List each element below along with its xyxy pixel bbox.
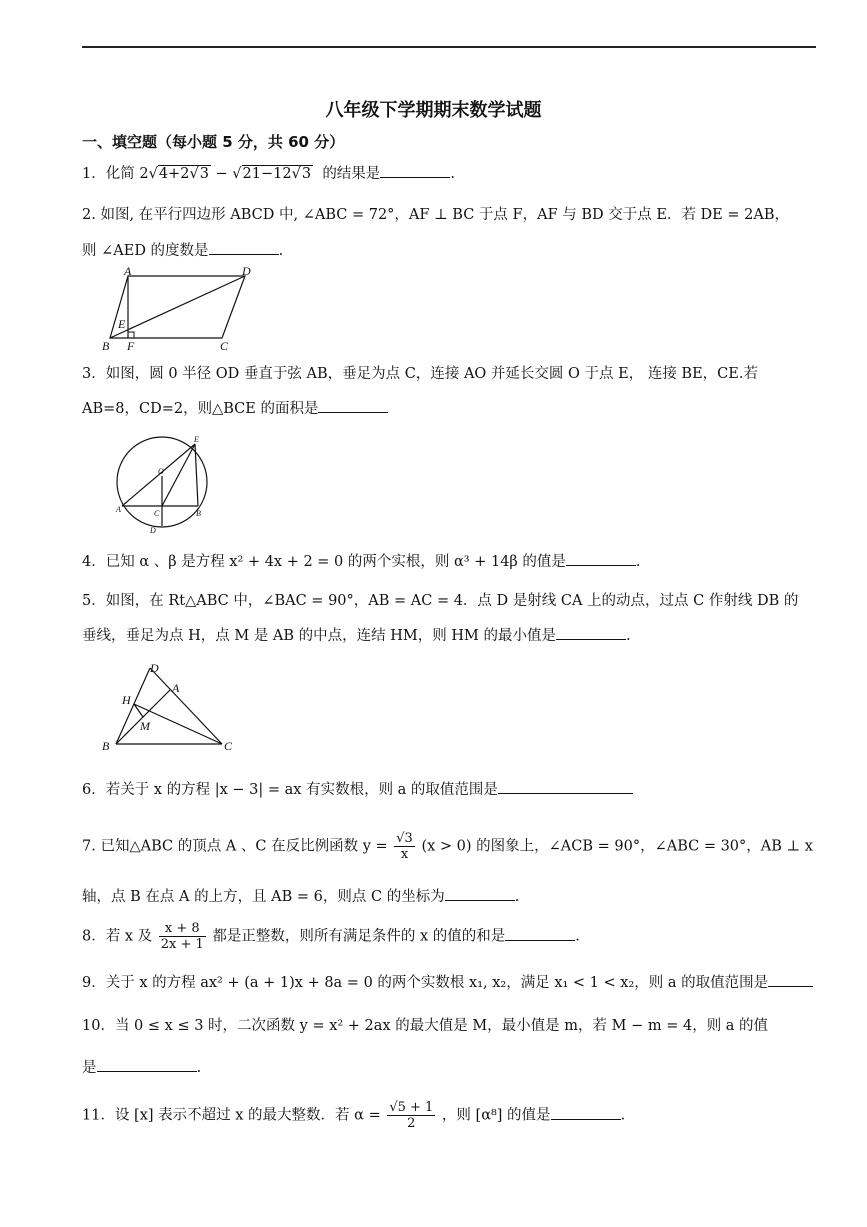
answer-blank[interactable] — [209, 240, 279, 255]
parallelogram-figure — [100, 266, 260, 352]
label-F: F — [127, 339, 135, 353]
question-3-line-2: AB=8，CD=2，则△BCE 的面积是 — [82, 398, 388, 419]
label-O: O — [158, 467, 164, 476]
fraction: $\frac{√5 + 1}{2}$ — [389, 1100, 434, 1131]
q1-expression: 2√4+2√3 − √21−12√3 — [139, 166, 312, 182]
label-E: E — [194, 435, 199, 444]
answer-blank[interactable] — [551, 1105, 621, 1120]
question-4: 4．已知 α 、β 是方程 x² + 4x + 2 = 0 的两个实根，则 α³ + 14β 的值是 . — [82, 551, 641, 572]
fraction: $\frac{x + 8}{2x + 1}$ — [160, 921, 204, 952]
answer-blank[interactable] — [505, 926, 575, 941]
answer-blank[interactable] — [556, 625, 626, 640]
answer-blank[interactable] — [318, 398, 388, 413]
answer-blank[interactable] — [445, 886, 515, 901]
answer-blank[interactable] — [97, 1057, 197, 1072]
question-6: 6．若关于 x 的方程 |x − 3| = ax 有实数根，则 a 的取值范围是 — [82, 779, 633, 800]
question-10-line-1: 10．当 0 ≤ x ≤ 3 时，二次函数 y = x² + 2ax 的最大值是 M，最小值是 m，若 M − m = 4，则 a 的值 — [82, 1018, 769, 1034]
question-8: 8．若 x 及 $\frac{x + 8}{2x + 1}$ 都是正整数，则所有满足条件的 x 的值的和是 . — [82, 921, 580, 952]
label-D: D — [150, 661, 159, 675]
question-3-line-1: 3．如图，圆 0 半径 OD 垂直于弦 AB，垂足为点 C，连接 AO 并延长交圆 O 于点 E， 连接 BE，CE.若 — [82, 366, 758, 382]
question-7-line-2: 轴，点 B 在点 A 的上方，且 AB = 6，则点 C 的坐标为 . — [82, 886, 519, 907]
answer-blank[interactable] — [768, 972, 813, 987]
circle-figure — [110, 436, 220, 536]
label-C: C — [224, 739, 233, 753]
answer-blank[interactable] — [566, 551, 636, 566]
question-11: 11．设 [x] 表示不超过 x 的最大整数．若 α = $\frac{√5 + 1}{2}$ ，则 [α⁸] 的值是 . — [82, 1100, 626, 1131]
label-A: A — [124, 264, 132, 278]
label-A: A — [116, 505, 121, 514]
label-H: H — [122, 693, 131, 707]
question-5-line-1: 5．如图，在 Rt△ABC 中，∠BAC = 90°，AB = AC = 4．点 D 是射线 CA 上的动点，过点 C 作射线 DB 的 — [82, 593, 799, 609]
question-10-line-2: 是 . — [82, 1057, 201, 1078]
label-C: C — [220, 339, 229, 353]
label-E: E — [118, 317, 126, 331]
label-B: B — [102, 339, 110, 353]
question-9: 9．关于 x 的方程 ax² + (a + 1)x + 8a = 0 的两个实数根 x₁, x₂，满足 x₁ < 1 < x₂，则 a 的取值范围是 — [82, 972, 813, 993]
label-D: D — [150, 526, 156, 535]
label-M: M — [140, 719, 150, 733]
question-5-line-2: 垂线，垂足为点 H，点 M 是 AB 的中点，连结 HM，则 HM 的最小值是 . — [82, 625, 631, 646]
label-A: A — [172, 681, 180, 695]
question-1: 1．化简 2√4+2√3 − √21−12√3 的结果是 . — [82, 163, 455, 184]
label-C: C — [154, 509, 160, 518]
label-B: B — [102, 739, 110, 753]
section-heading: 一、填空题（每小题 5 分，共 60 分） — [82, 133, 345, 151]
triangle-figure — [100, 660, 245, 755]
label-D: D — [242, 264, 251, 278]
question-2-line-2: 则 ∠AED 的度数是 . — [82, 240, 283, 261]
answer-blank[interactable] — [380, 163, 450, 178]
question-2-line-1: 2. 如图, 在平行四边形 ABCD 中, ∠ABC = 72°，AF ⊥ BC 于点 F，AF 与 BD 交于点 E．若 DE = 2AB， — [82, 207, 789, 223]
label-B: B — [196, 509, 201, 518]
header-rule — [82, 46, 816, 48]
fraction: $\frac{√3}{x}$ — [396, 831, 413, 862]
page-title: 八年级下学期期末数学试题 — [325, 100, 542, 121]
answer-blank[interactable] — [498, 779, 633, 794]
question-7-line-1: 7. 已知△ABC 的顶点 A 、C 在反比例函数 y = $\frac{√3}{x}$ (x > 0) 的图象上，∠ACB = 90°，∠ABC = 30°，AB ⊥ x — [82, 831, 813, 862]
